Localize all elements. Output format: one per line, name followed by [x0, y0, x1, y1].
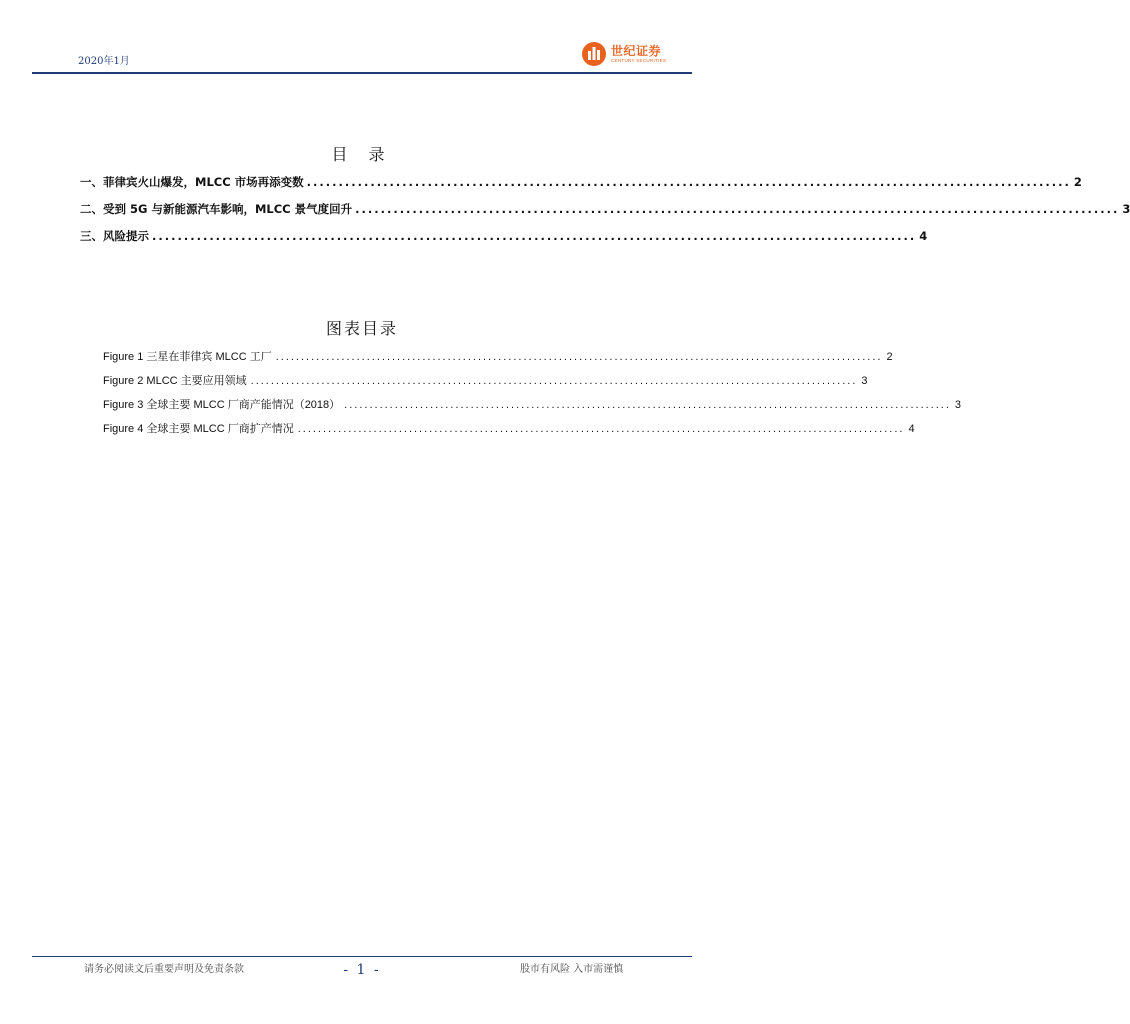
toc-title: 目 录 — [331, 145, 393, 164]
logo-name-cn: 世纪证券 — [611, 43, 662, 58]
figure-entry-page: 3 — [861, 375, 868, 387]
century-securities-logo-icon — [582, 42, 606, 66]
disclaimer-note: 请务必阅读文后重要声明及免责条款 — [84, 964, 244, 975]
toc-entry-text: 二、受到 5G 与新能源汽车影响，MLCC 景气度回升 — [80, 202, 353, 216]
risk-warning: 股市有风险 入市需谨慎 — [520, 964, 624, 975]
dot-leader: ........................................................................................................................ — [355, 202, 1120, 216]
footer-divider — [32, 956, 692, 957]
figure-entry-page: 3 — [954, 399, 962, 411]
figure-entry[interactable] — [103, 420, 915, 444]
toc-entry-text: 一、菲律宾火山爆发，MLCC 市场再添变数 — [80, 175, 304, 189]
dot-leader: ........................................................................................................................ — [297, 423, 905, 435]
dot-leader: ........................................................................................................................ — [306, 175, 1071, 189]
figures-list-title: 图表目录 — [325, 319, 398, 338]
logo-name-en: CENTURY SECURITIES — [611, 57, 667, 63]
report-date: 2020年1月 — [78, 56, 130, 67]
page-number: - 1 - — [343, 962, 381, 978]
figure-entry-page: 2 — [886, 351, 893, 363]
figure-entry-text: Figure 2 MLCC 主要应用领域 — [103, 375, 247, 387]
figure-entry-text: Figure 1 三星在菲律宾 MLCC 工厂 — [103, 351, 272, 363]
toc-entry[interactable] — [80, 201, 1130, 228]
dot-leader: ........................................................................................................................ — [152, 229, 917, 243]
toc-entry-page: 2 — [1073, 175, 1082, 189]
figure-entry[interactable] — [103, 396, 962, 420]
figure-entry-text: Figure 3 全球主要 MLCC 厂商产能情况（2018） — [103, 399, 341, 411]
table-of-contents — [80, 174, 1130, 255]
figure-entry[interactable] — [103, 372, 868, 396]
figure-entry-page: 4 — [908, 423, 915, 435]
company-logo — [582, 40, 692, 68]
toc-entry-page: 3 — [1122, 202, 1130, 216]
toc-entry[interactable] — [80, 228, 928, 255]
toc-entry-page: 4 — [919, 229, 928, 243]
dot-leader: ........................................................................................................................ — [250, 375, 858, 387]
header-divider — [32, 72, 692, 74]
dot-leader: ........................................................................................................................ — [344, 399, 951, 411]
figure-entry-text: Figure 4 全球主要 MLCC 厂商扩产情况 — [103, 423, 294, 435]
dot-leader: ........................................................................................................................ — [275, 351, 883, 363]
toc-entry[interactable] — [80, 174, 1082, 201]
toc-entry-text: 三、风险提示 — [80, 229, 149, 243]
figure-entry[interactable] — [103, 348, 893, 372]
figures-list — [103, 348, 962, 444]
